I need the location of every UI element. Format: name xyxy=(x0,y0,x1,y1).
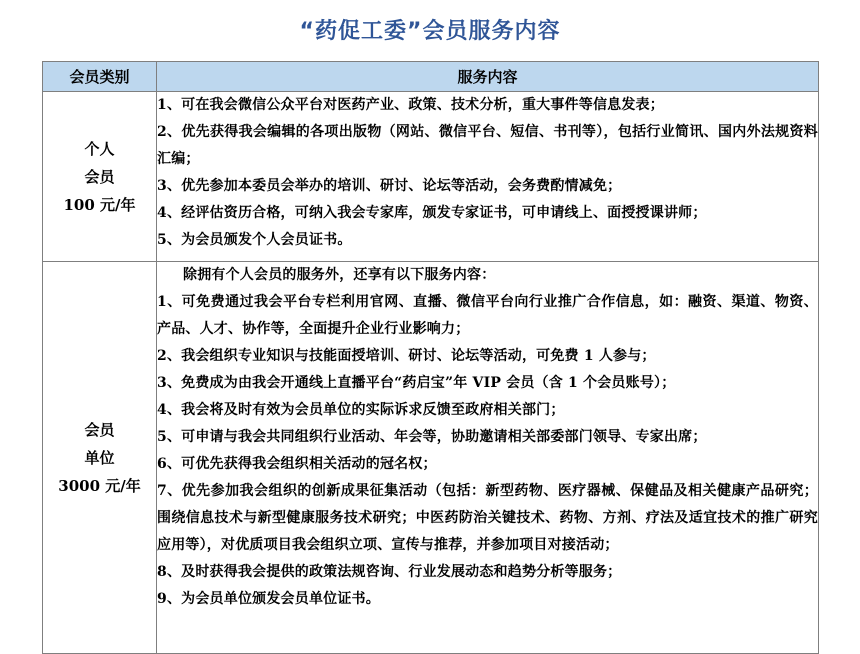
table-row-individual xyxy=(43,92,819,262)
category-line: 会员 xyxy=(84,420,115,439)
header-services: 服务内容 xyxy=(157,62,819,92)
service-item: 2、优先获得我会编辑的各项出版物（网站、微信平台、短信、书刊等），包括行业简讯、国内外法规资料汇编； xyxy=(157,124,818,167)
category-line: 3000 元/年 xyxy=(58,476,141,495)
category-line: 100 元/年 xyxy=(63,195,136,214)
service-item: 4、经评估资历合格，可纳入我会专家库，颁发专家证书，可申请线上、面授授课讲师； xyxy=(157,205,707,221)
category-individual xyxy=(43,92,157,262)
category-line: 会员 xyxy=(84,167,115,186)
table-header-row xyxy=(43,62,819,92)
service-table xyxy=(42,61,819,654)
service-item: 1、可在我会微信公众平台对医药产业、政策、技术分析，重大事件等信息发表； xyxy=(157,97,664,113)
service-intro: 除拥有个人会员的服务外，还享有以下服务内容： xyxy=(183,267,496,283)
table-row-unit xyxy=(43,262,819,654)
category-unit xyxy=(43,262,157,654)
service-item: 1、可免费通过我会平台专栏利用官网、直播、微信平台向行业推广合作信息，如：融资、渠道、物资、产品、人才、协作等，全面提升企业行业影响力； xyxy=(157,294,818,337)
service-item: 8、及时获得我会提供的政策法规咨询、行业发展动态和趋势分析等服务； xyxy=(157,564,622,580)
page-title: “药促工委”会员服务内容 xyxy=(299,19,561,44)
category-line: 单位 xyxy=(84,448,115,467)
service-item: 5、为会员颁发个人会员证书。 xyxy=(157,232,352,248)
service-item: 7、优先参加我会组织的创新成果征集活动（包括：新型药物、医疗器械、保健品及相关健康产品研究；围绕信息技术与新型健康服务技术研究；中医药防治关键技术、药物、方剂、疗法及适宜技术的推广研究应用等），对优质项目我会组织立项、宣传与推荐，并参加项目对接活动； xyxy=(157,483,818,553)
service-item: 4、我会将及时有效为会员单位的实际诉求反馈至政府相关部门； xyxy=(157,402,565,418)
service-item: 3、优先参加本委员会举办的培训、研讨、论坛等活动，会务费酌情减免； xyxy=(157,178,622,194)
service-item: 6、可优先获得我会组织相关活动的冠名权； xyxy=(157,456,437,472)
services-unit xyxy=(157,262,819,654)
service-item: 5、可申请与我会共同组织行业活动、年会等，协助邀请相关部委部门领导、专家出席； xyxy=(157,429,707,445)
services-individual xyxy=(157,92,819,262)
category-line: 个人 xyxy=(84,139,115,158)
service-item: 2、我会组织专业知识与技能面授培训、研讨、论坛等活动，可免费 1 人参与； xyxy=(157,348,656,364)
service-item: 3、免费成为由我会开通线上直播平台“药启宝”年 VIP 会员（含 1 个会员账号）； xyxy=(157,375,676,391)
service-item: 9、为会员单位颁发会员单位证书。 xyxy=(157,591,380,607)
header-category: 会员类别 xyxy=(43,62,157,92)
